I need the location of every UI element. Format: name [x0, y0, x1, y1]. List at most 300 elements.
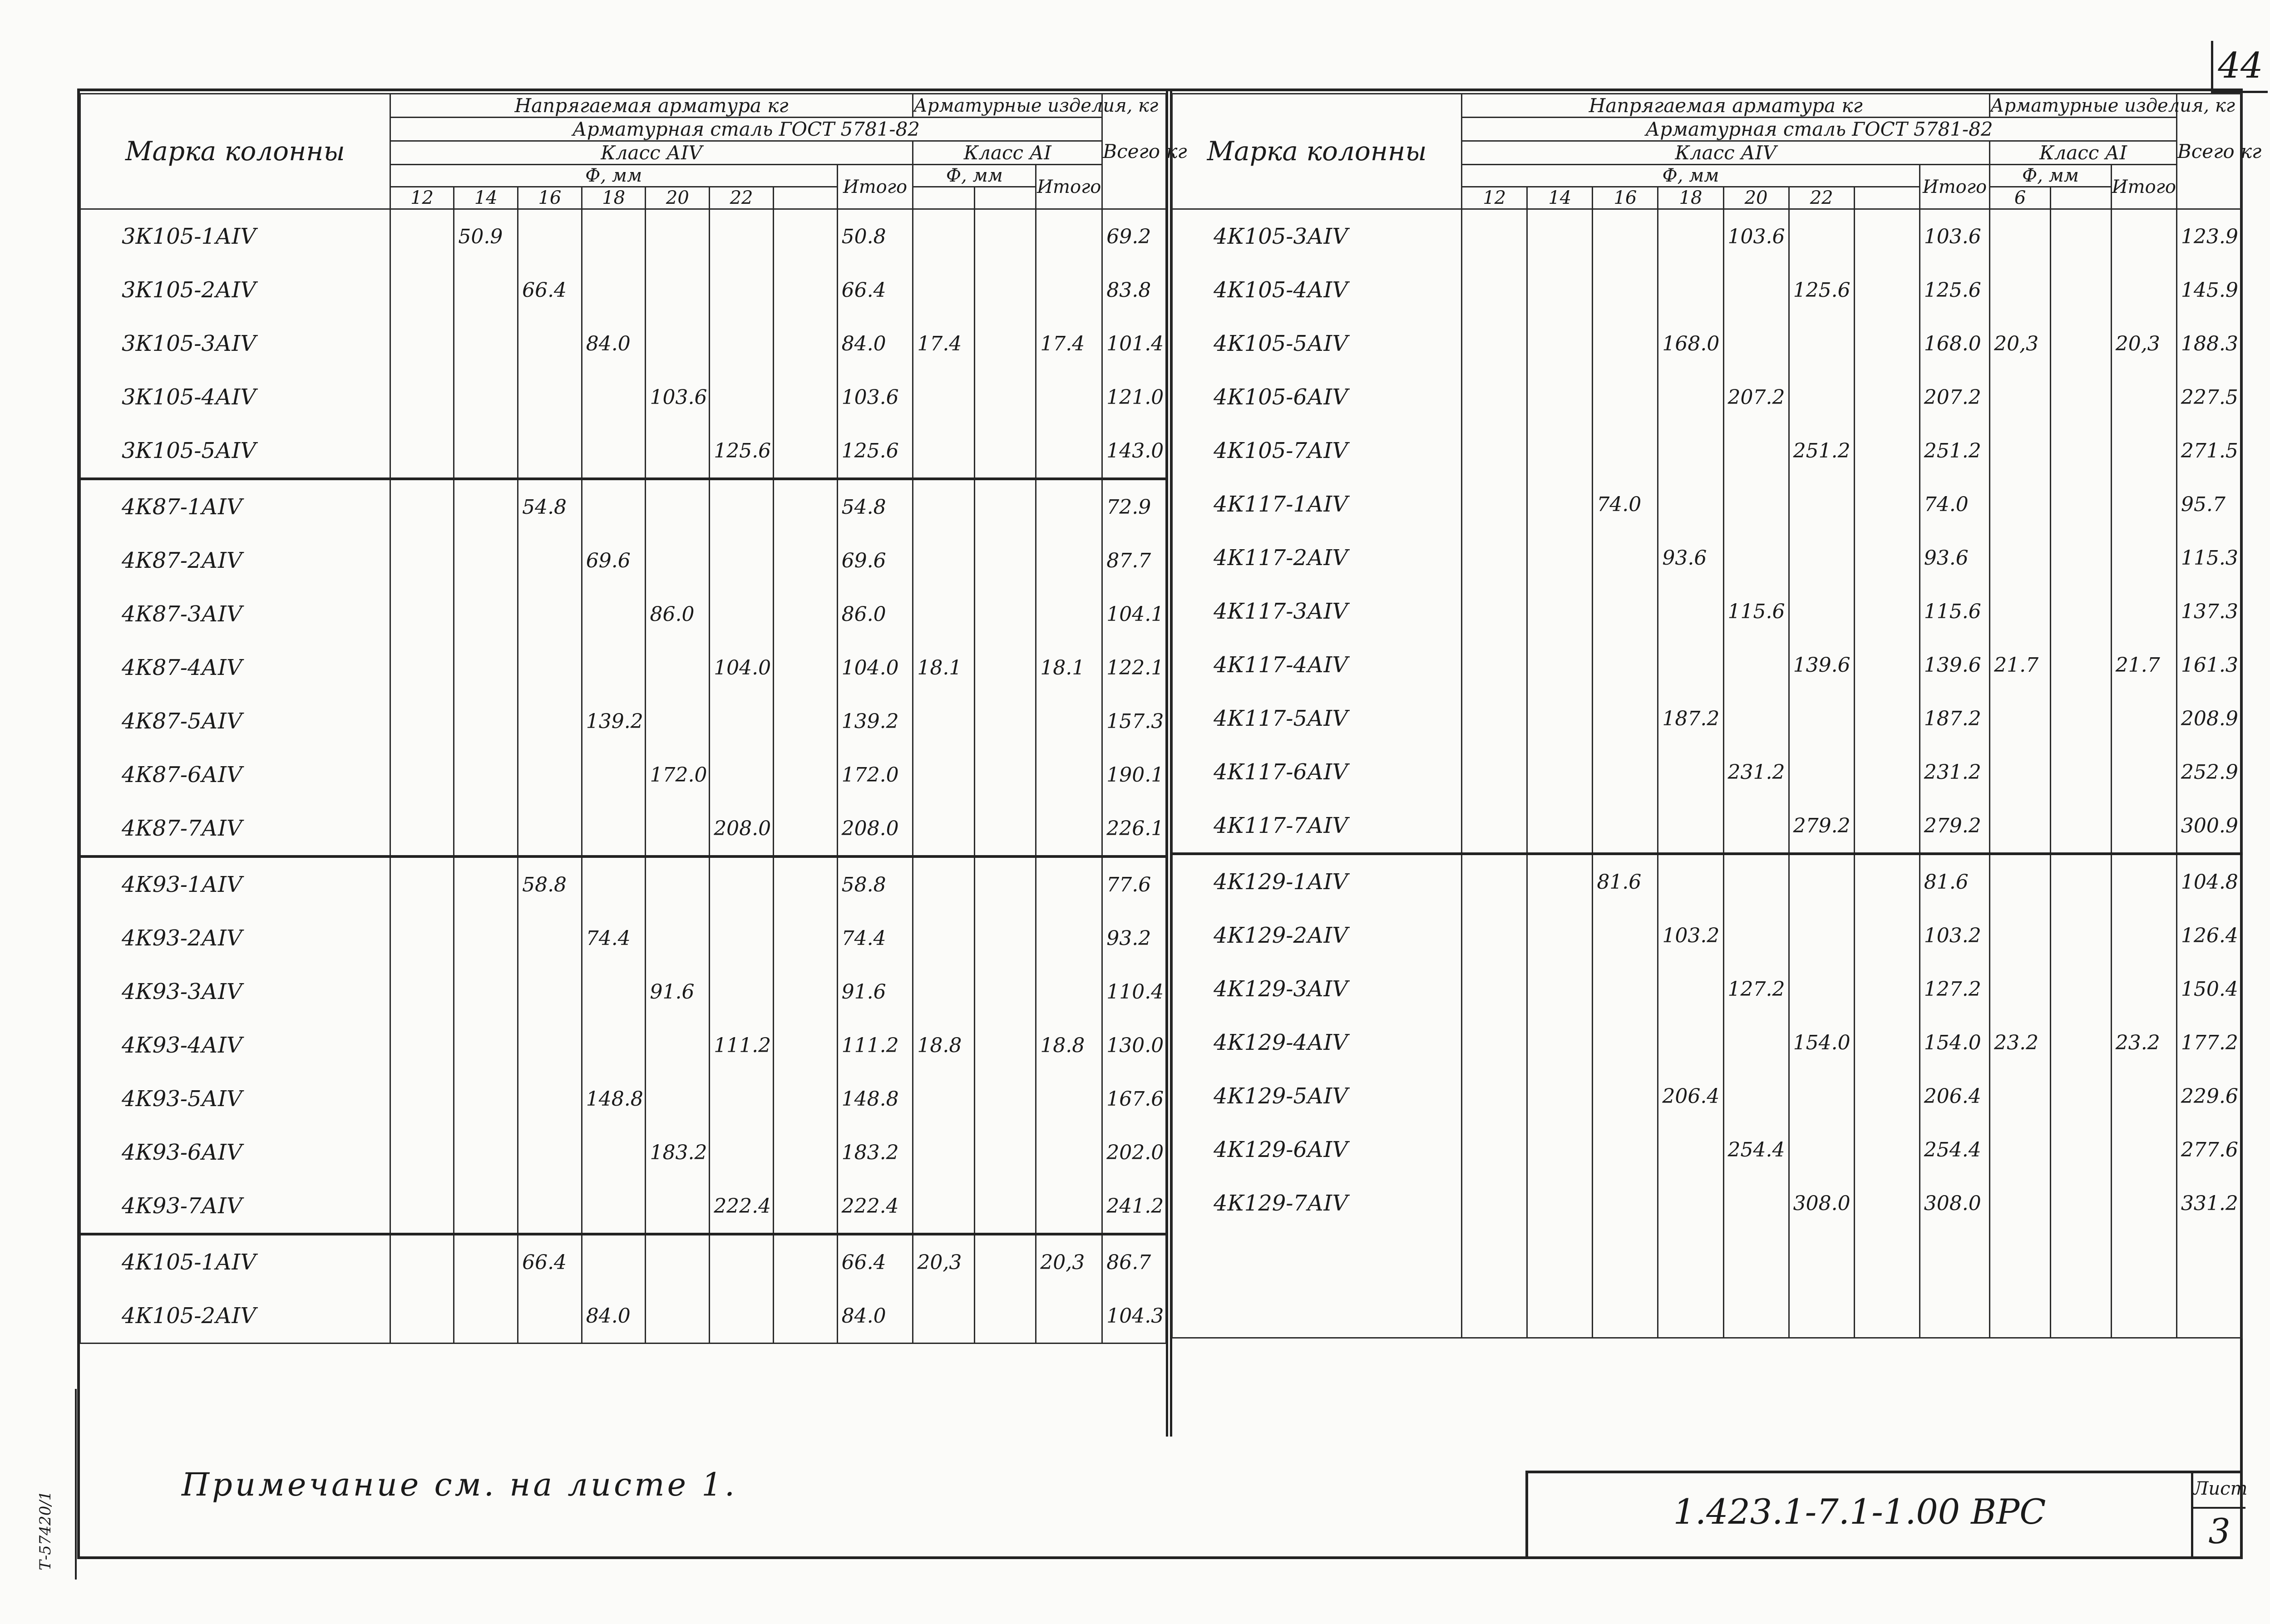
- side-strip: [32, 1389, 77, 1580]
- fitting-mass-cell: 21.7: [1990, 638, 2051, 692]
- mark-cell: 4К93-4АIV: [80, 1019, 390, 1072]
- vsego-cell: 161.3: [2176, 638, 2242, 692]
- rebar-mass-cell: 187.2: [1658, 692, 1723, 745]
- rebar-mass-cell: [1658, 424, 1723, 477]
- rebar-mass-cell: [1527, 1016, 1593, 1069]
- fitting-mass-cell: [1990, 1284, 2051, 1338]
- spec-table-right: [1171, 93, 2262, 1339]
- itogo2-cell: [1036, 587, 1102, 641]
- rebar-mass-cell: 86.0: [646, 587, 710, 641]
- rebar-mass-cell: [1593, 638, 1658, 692]
- vsego-cell: 331.2: [2176, 1176, 2242, 1230]
- rebar-mass-cell: 208.0: [710, 802, 774, 856]
- itogo-cell: 125.6: [837, 424, 913, 479]
- rebar-mass-cell: [646, 1072, 710, 1126]
- mark-cell: 4К105-2АIV: [80, 1289, 390, 1343]
- fitting-mass-cell: [2050, 1123, 2111, 1176]
- vsego-cell: 167.6: [1102, 1072, 1166, 1126]
- mark-cell: 4К129-3АIV: [1172, 962, 1462, 1016]
- rebar-mass-cell: [1593, 1176, 1658, 1230]
- rebar-mass-cell: [518, 641, 582, 694]
- itogo-cell: [1920, 1284, 1989, 1338]
- rebar-mass-cell: 58.8: [518, 856, 582, 911]
- vsego-cell: 123.9: [2176, 209, 2242, 264]
- vsego-cell: [2176, 1230, 2242, 1284]
- vsego-cell: 115.3: [2176, 531, 2242, 585]
- rebar-mass-cell: [1593, 370, 1658, 424]
- vsego-cell: 277.6: [2176, 1123, 2242, 1176]
- rebar-mass-cell: [582, 479, 646, 534]
- mark-cell: 4К129-5АIV: [1172, 1069, 1462, 1123]
- table-row: [1172, 1123, 2242, 1176]
- rebar-mass-cell: [454, 1179, 518, 1234]
- diameter-col-head: 18: [1658, 187, 1723, 209]
- side-strip-text: Т-57420/1: [36, 1491, 54, 1570]
- mark-header: Марка колонны: [1172, 94, 1462, 209]
- itogo2-cell: [1036, 802, 1102, 856]
- vsego-cell: 121.0: [1102, 370, 1166, 424]
- rebar-mass-cell: [646, 424, 710, 479]
- rebar-mass-cell: [1593, 317, 1658, 370]
- rebar-mass-cell: [1593, 745, 1658, 799]
- rebar-mass-cell: [1854, 209, 1920, 264]
- rebar-mass-cell: [646, 1289, 710, 1343]
- mark-cell: 4К117-3АIV: [1172, 585, 1462, 638]
- rebar-mass-cell: [1462, 531, 1527, 585]
- itogo2-cell: [1036, 965, 1102, 1019]
- rebar-mass-cell: [1854, 1069, 1920, 1123]
- rebar-mass-cell: [1593, 692, 1658, 745]
- rebar-mass-cell: [1723, 1016, 1789, 1069]
- rebar-mass-cell: [518, 209, 582, 264]
- mark-cell: 4К129-7АIV: [1172, 1176, 1462, 1230]
- fitting-mass-cell: [2050, 1016, 2111, 1069]
- rebar-mass-cell: [518, 965, 582, 1019]
- rebar-mass-cell: [1789, 531, 1854, 585]
- itogo2-cell: [2111, 424, 2176, 477]
- mark-cell: 4К117-5АIV: [1172, 692, 1462, 745]
- rebar-mass-cell: [1789, 692, 1854, 745]
- rebar-mass-cell: [1527, 585, 1593, 638]
- fitting-mass-cell: 18.1: [913, 641, 974, 694]
- rebar-mass-cell: [646, 1234, 710, 1289]
- table-row: [1172, 638, 2242, 692]
- rebar-mass-cell: [1854, 745, 1920, 799]
- fitting-mass-cell: [1990, 370, 2051, 424]
- title-block: [1525, 1471, 2248, 1559]
- table-row: [80, 694, 1166, 748]
- rebar-mass-cell: [454, 1289, 518, 1343]
- fitting-mass-cell: [974, 1234, 1036, 1289]
- rebar-mass-cell: [454, 748, 518, 802]
- vsego-cell: 86.7: [1102, 1234, 1166, 1289]
- rebar-mass-cell: [1854, 909, 1920, 962]
- vsego-cell: 126.4: [2176, 909, 2242, 962]
- fitting-mass-cell: [1990, 962, 2051, 1016]
- rebar-mass-cell: [1723, 531, 1789, 585]
- rebar-mass-cell: [1658, 962, 1723, 1016]
- rebar-mass-cell: [390, 856, 454, 911]
- rebar-mass-cell: [1723, 1176, 1789, 1230]
- rebar-mass-cell: [773, 1072, 837, 1126]
- rebar-mass-cell: [1789, 585, 1854, 638]
- rebar-mass-cell: [773, 1289, 837, 1343]
- rebar-mass-cell: [454, 479, 518, 534]
- rebar-mass-cell: [454, 1072, 518, 1126]
- table-row: [80, 1179, 1166, 1234]
- rebar-mass-cell: [1789, 1069, 1854, 1123]
- itogo-cell: 206.4: [1920, 1069, 1989, 1123]
- fitting-mass-cell: [913, 1179, 974, 1234]
- mark-cell: 4К105-4АIV: [1172, 263, 1462, 317]
- rebar-mass-cell: [1854, 1123, 1920, 1176]
- rebar-mass-cell: [390, 263, 454, 317]
- rebar-mass-cell: [710, 1289, 774, 1343]
- rebar-mass-cell: [582, 965, 646, 1019]
- mark-cell: 4К117-7АIV: [1172, 799, 1462, 854]
- rebar-mass-cell: [1658, 1016, 1723, 1069]
- mark-cell: [1172, 1284, 1462, 1338]
- fitting-mass-cell: [1990, 799, 2051, 854]
- mark-cell: 4К129-2АIV: [1172, 909, 1462, 962]
- rebar-mass-cell: [1789, 370, 1854, 424]
- rebar-mass-cell: [1593, 585, 1658, 638]
- rebar-mass-cell: [582, 424, 646, 479]
- rebar-mass-cell: [773, 641, 837, 694]
- rebar-mass-cell: 111.2: [710, 1019, 774, 1072]
- table-row: [1172, 263, 2242, 317]
- rebar-mass-cell: [646, 317, 710, 370]
- rebar-mass-cell: [1723, 1069, 1789, 1123]
- fitting-mass-cell: [2050, 585, 2111, 638]
- rebar-mass-cell: [646, 1019, 710, 1072]
- rebar-mass-cell: [390, 748, 454, 802]
- table-row: [80, 965, 1166, 1019]
- vsego-cell: 241.2: [1102, 1179, 1166, 1234]
- table-row: [80, 1234, 1166, 1289]
- itogo-cell: 231.2: [1920, 745, 1989, 799]
- itogo2-cell: [2111, 962, 2176, 1016]
- table-row: [80, 802, 1166, 856]
- itogo2-cell: [2111, 585, 2176, 638]
- rebar-mass-cell: [1658, 1176, 1723, 1230]
- fitting-mass-cell: [974, 263, 1036, 317]
- rebar-mass-cell: [1789, 1230, 1854, 1284]
- rebar-mass-cell: 104.0: [710, 641, 774, 694]
- diameter-col-head: 20: [646, 187, 710, 209]
- rebar-mass-cell: [454, 370, 518, 424]
- table-row: [80, 587, 1166, 641]
- rebar-mass-cell: [773, 317, 837, 370]
- rebar-mass-cell: [1854, 531, 1920, 585]
- rebar-mass-cell: [582, 370, 646, 424]
- rebar-mass-cell: [710, 1126, 774, 1179]
- fitting-mass-cell: [974, 587, 1036, 641]
- rebar-mass-cell: 172.0: [646, 748, 710, 802]
- rebar-mass-cell: [582, 1019, 646, 1072]
- table-row: [1172, 909, 2242, 962]
- itogo2-cell: [2111, 1284, 2176, 1338]
- fitting-mass-cell: [913, 694, 974, 748]
- table-row: [1172, 1069, 2242, 1123]
- itogo2-cell: [2111, 531, 2176, 585]
- vsego-cell: 122.1: [1102, 641, 1166, 694]
- rebar-mass-cell: [518, 587, 582, 641]
- table-row: [1172, 209, 2242, 264]
- mark-cell: 4К129-1АIV: [1172, 854, 1462, 909]
- rebar-mass-cell: [1789, 854, 1854, 909]
- fitting-mass-cell: [2050, 1284, 2111, 1338]
- itogo-cell: 50.8: [837, 209, 913, 264]
- table-row: [1172, 854, 2242, 909]
- rebar-mass-cell: [1527, 370, 1593, 424]
- table-row: [80, 748, 1166, 802]
- mark-cell: 4К105-5АIV: [1172, 317, 1462, 370]
- itogo2-cell: 18.1: [1036, 641, 1102, 694]
- table-row: [1172, 1016, 2242, 1069]
- rebar-mass-cell: [710, 534, 774, 587]
- rebar-mass-cell: [390, 641, 454, 694]
- rebar-mass-cell: [773, 1234, 837, 1289]
- rebar-mass-cell: [1854, 1016, 1920, 1069]
- rebar-mass-cell: [1527, 1069, 1593, 1123]
- itogo-header: Итого: [837, 165, 913, 209]
- itogo-cell: 127.2: [1920, 962, 1989, 1016]
- prestressed-header: Напрягаемая арматура кг: [390, 94, 913, 118]
- table-row: [80, 911, 1166, 965]
- itogo-cell: 103.6: [1920, 209, 1989, 264]
- rebar-mass-cell: 139.6: [1789, 638, 1854, 692]
- rebar-mass-cell: [710, 263, 774, 317]
- itogo-cell: 54.8: [837, 479, 913, 534]
- rebar-mass-cell: [390, 209, 454, 264]
- rebar-mass-cell: 231.2: [1723, 745, 1789, 799]
- rebar-mass-cell: [582, 587, 646, 641]
- fitting-mass-cell: [974, 694, 1036, 748]
- table-row: [80, 1019, 1166, 1072]
- rebar-mass-cell: [773, 209, 837, 264]
- rebar-mass-cell: [390, 1234, 454, 1289]
- table-row: [80, 1289, 1166, 1343]
- fitting-mass-cell: [2050, 370, 2111, 424]
- fitting-mass-cell: [1990, 424, 2051, 477]
- rebar-mass-cell: 84.0: [582, 1289, 646, 1343]
- table-row: [80, 263, 1166, 317]
- itogo2-cell: [1036, 856, 1102, 911]
- fitting-mass-cell: [974, 856, 1036, 911]
- mark-cell: 3К105-5АIV: [80, 424, 390, 479]
- rebar-mass-cell: [646, 694, 710, 748]
- fitting-mass-cell: 20,3: [1990, 317, 2051, 370]
- itogo2-cell: [1036, 1126, 1102, 1179]
- rebar-mass-cell: [454, 317, 518, 370]
- itogo-cell: 125.6: [1920, 263, 1989, 317]
- rebar-mass-cell: 91.6: [646, 965, 710, 1019]
- fitting-mass-cell: [974, 1179, 1036, 1234]
- rebar-mass-cell: [1462, 263, 1527, 317]
- sheet-cell: [2191, 1471, 2248, 1559]
- rebar-mass-cell: [1462, 1176, 1527, 1230]
- fitting-mass-cell: [974, 317, 1036, 370]
- rebar-mass-cell: [773, 694, 837, 748]
- grand-total-header: Всего кг: [1102, 94, 1166, 209]
- rebar-mass-cell: [1723, 638, 1789, 692]
- sheet-label: Лист: [2193, 1471, 2245, 1509]
- rebar-mass-cell: [1854, 424, 1920, 477]
- rebar-mass-cell: [390, 317, 454, 370]
- fitting-mass-cell: [1990, 531, 2051, 585]
- itogo-cell: 66.4: [837, 263, 913, 317]
- rebar-mass-cell: [710, 479, 774, 534]
- rebar-mass-cell: 127.2: [1723, 962, 1789, 1016]
- rebar-mass-cell: [710, 748, 774, 802]
- fittings-header: Арматурные изделия, кг: [913, 94, 1102, 118]
- rebar-mass-cell: [1527, 799, 1593, 854]
- mark-cell: 4К117-6АIV: [1172, 745, 1462, 799]
- rebar-mass-cell: [390, 1126, 454, 1179]
- rebar-mass-cell: [1462, 962, 1527, 1016]
- itogo2-cell: [2111, 745, 2176, 799]
- table-row: [80, 479, 1166, 534]
- diameter-col-head: 18: [582, 187, 646, 209]
- rebar-mass-cell: [1658, 1284, 1723, 1338]
- vsego-cell: 177.2: [2176, 1016, 2242, 1069]
- rebar-mass-cell: [773, 370, 837, 424]
- rebar-mass-cell: [1462, 209, 1527, 264]
- rebar-mass-cell: [1789, 477, 1854, 531]
- table-row: [1172, 692, 2242, 745]
- rebar-mass-cell: [518, 1126, 582, 1179]
- rebar-mass-cell: [1462, 370, 1527, 424]
- rebar-mass-cell: 54.8: [518, 479, 582, 534]
- fitting-mass-cell: [2050, 962, 2111, 1016]
- fitting-diameter-header: Ф, мм: [913, 165, 1036, 187]
- rebar-mass-cell: [1658, 1123, 1723, 1176]
- header-row-1: [1172, 94, 2242, 118]
- rebar-mass-cell: 74.0: [1593, 477, 1658, 531]
- mark-cell: 4К87-6АIV: [80, 748, 390, 802]
- fitting-diameter-col-head: [2050, 187, 2111, 209]
- rebar-mass-cell: 279.2: [1789, 799, 1854, 854]
- rebar-mass-cell: [454, 424, 518, 479]
- rebar-mass-cell: [518, 317, 582, 370]
- rebar-mass-cell: [582, 1234, 646, 1289]
- rebar-mass-cell: [454, 1126, 518, 1179]
- mark-cell: 4К93-2АIV: [80, 911, 390, 965]
- fitting-diameter-header: Ф, мм: [1990, 165, 2112, 187]
- rebar-mass-cell: [1462, 585, 1527, 638]
- rebar-mass-cell: [390, 1072, 454, 1126]
- itogo-cell: 183.2: [837, 1126, 913, 1179]
- rebar-mass-cell: [710, 911, 774, 965]
- vsego-cell: 271.5: [2176, 424, 2242, 477]
- rebar-mass-cell: [518, 1179, 582, 1234]
- itogo-cell: 208.0: [837, 802, 913, 856]
- itogo2-cell: [2111, 263, 2176, 317]
- itogo2-cell: [2111, 1176, 2176, 1230]
- rebar-mass-cell: [582, 209, 646, 264]
- itogo2-cell: [1036, 1179, 1102, 1234]
- diameter-col-head: [773, 187, 837, 209]
- rebar-mass-cell: [454, 534, 518, 587]
- rebar-mass-cell: 207.2: [1723, 370, 1789, 424]
- itogo-cell: 103.2: [1920, 909, 1989, 962]
- rebar-mass-cell: [1462, 745, 1527, 799]
- diameter-header: Ф, мм: [1462, 165, 1920, 187]
- rebar-mass-cell: [1462, 1016, 1527, 1069]
- vsego-cell: 229.6: [2176, 1069, 2242, 1123]
- rebar-mass-cell: [1723, 317, 1789, 370]
- rebar-mass-cell: [454, 694, 518, 748]
- fitting-mass-cell: [913, 209, 974, 264]
- itogo-cell: 154.0: [1920, 1016, 1989, 1069]
- sheet-number: 3: [2208, 1511, 2231, 1551]
- rebar-mass-cell: [390, 1289, 454, 1343]
- rebar-mass-cell: [1462, 692, 1527, 745]
- rebar-mass-cell: [1723, 263, 1789, 317]
- table-row: [1172, 1284, 2242, 1338]
- rebar-mass-cell: [1854, 854, 1920, 909]
- fitting-mass-cell: 23.2: [1990, 1016, 2051, 1069]
- rebar-mass-cell: [1462, 1069, 1527, 1123]
- rebar-mass-cell: [1658, 370, 1723, 424]
- rebar-mass-cell: [1527, 854, 1593, 909]
- rebar-mass-cell: [773, 479, 837, 534]
- mark-header: Марка колонны: [80, 94, 390, 209]
- vsego-cell: 130.0: [1102, 1019, 1166, 1072]
- rebar-mass-cell: [1658, 263, 1723, 317]
- itogo-cell: 279.2: [1920, 799, 1989, 854]
- rebar-mass-cell: [1527, 1176, 1593, 1230]
- vsego-cell: 208.9: [2176, 692, 2242, 745]
- fitting-mass-cell: [1990, 477, 2051, 531]
- vsego-cell: 104.1: [1102, 587, 1166, 641]
- rebar-mass-cell: [1527, 477, 1593, 531]
- rebar-mass-cell: [1854, 317, 1920, 370]
- rebar-mass-cell: [582, 641, 646, 694]
- rebar-mass-cell: [1527, 909, 1593, 962]
- rebar-mass-cell: [1723, 477, 1789, 531]
- rebar-mass-cell: [582, 802, 646, 856]
- itogo-cell: 187.2: [1920, 692, 1989, 745]
- rebar-mass-cell: [1854, 962, 1920, 1016]
- mark-cell: 4К105-3АIV: [1172, 209, 1462, 264]
- vsego-cell: 101.4: [1102, 317, 1166, 370]
- itogo2-cell: 18.8: [1036, 1019, 1102, 1072]
- grand-total-header: Всего кг: [2176, 94, 2242, 209]
- fitting-mass-cell: [913, 424, 974, 479]
- fitting-mass-cell: [2050, 263, 2111, 317]
- fitting-mass-cell: [913, 479, 974, 534]
- itogo-cell: 115.6: [1920, 585, 1989, 638]
- rebar-mass-cell: [518, 424, 582, 479]
- rebar-mass-cell: [1723, 424, 1789, 477]
- rebar-mass-cell: [390, 424, 454, 479]
- fitting-mass-cell: [974, 534, 1036, 587]
- rebar-mass-cell: [773, 748, 837, 802]
- rebar-mass-cell: [1527, 263, 1593, 317]
- fitting-mass-cell: [913, 802, 974, 856]
- mark-cell: 4К93-5АIV: [80, 1072, 390, 1126]
- fitting-mass-cell: [974, 209, 1036, 264]
- rebar-mass-cell: [1789, 962, 1854, 1016]
- itogo-cell: 172.0: [837, 748, 913, 802]
- itogo2-cell: [1036, 911, 1102, 965]
- rebar-mass-cell: [1854, 638, 1920, 692]
- fitting-mass-cell: [1990, 1230, 2051, 1284]
- itogo2-cell: [1036, 479, 1102, 534]
- rebar-mass-cell: [582, 748, 646, 802]
